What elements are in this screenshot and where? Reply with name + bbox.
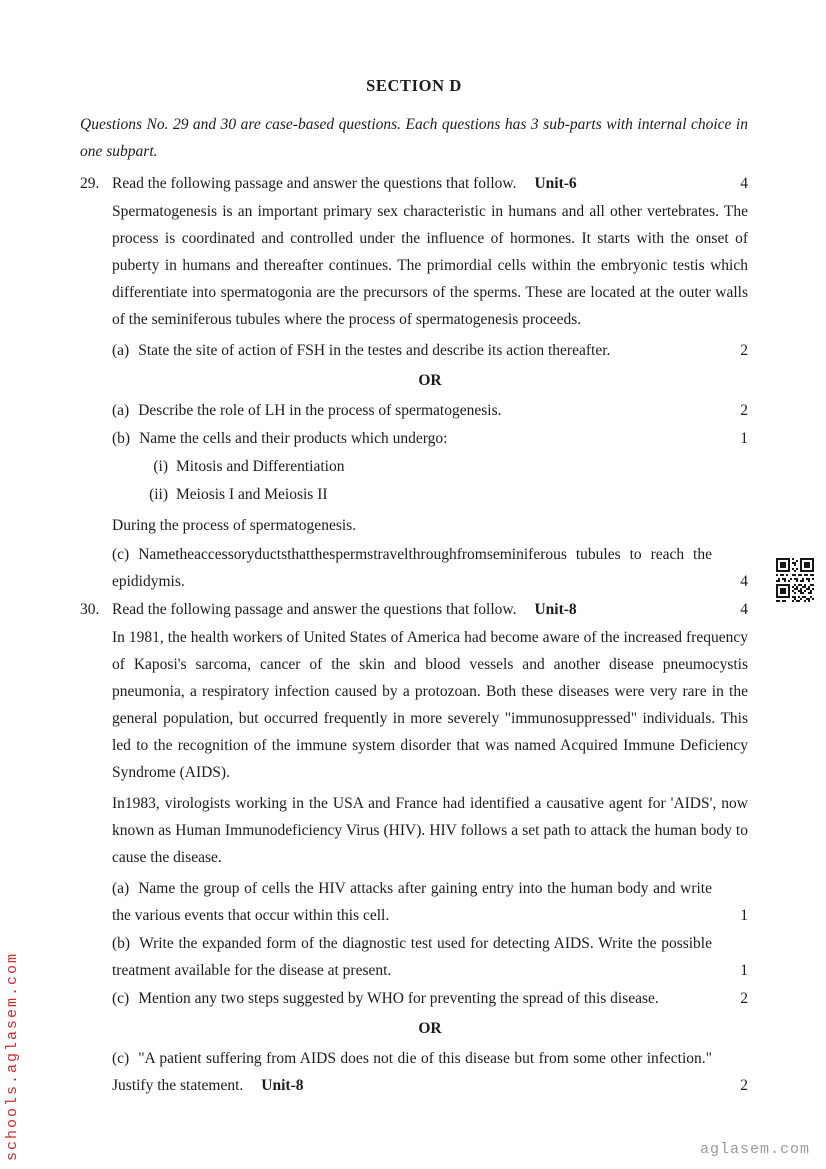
q29-sub-ii-label: (ii) [149,486,168,503]
question-30-number: 30. [80,601,100,618]
q29-sub-i-text: Mitosis and Differentiation [176,458,345,475]
question-29-number: 29. [80,175,100,192]
question-29-stem-row [80,170,748,197]
q30-part-b [112,930,748,984]
q30-part-c-label: (c) [112,990,130,1007]
question-30-unit-tag: Unit-8 [534,601,577,618]
q29-sub-ii-text: Meiosis I and Meiosis II [176,486,328,503]
q29-part-b-text: Name the cells and their products which undergo: [139,430,448,447]
question-29-passage: Spermatogenesis is an important primary sex characteristic in humans and all other vertebrates. The process is coordinated and controlled under the influence of hormones. It starts with the onset of puberty in humans and thereafter continues. The primordial cells within the embryonic testis which differentiate into spermatogonia are the precursors of the sperms. These are located at the outer walls of the seminiferous tubules where the process of spermatogenesis proceeds. [112,203,748,328]
page-content [80,72,748,1100]
question-29-marks: 4 [740,175,748,192]
q29-part-b-marks: 1 [740,430,748,447]
q30-part-c-marks: 2 [740,990,748,1007]
q29-part-a-or-text: Describe the role of LH in the process of spermatogenesis. [138,402,502,419]
question-30-marks: 4 [740,601,748,618]
q30-part-b-text: Write the expanded form of the diagnostic test used for detecting AIDS. Write the possible treatment available for the disease at present. [112,935,712,979]
q30-part-c-or-unit-tag: Unit-8 [261,1077,304,1094]
q29-part-a-text: State the site of action of FSH in the testes and describe its action thereafter. [138,342,611,359]
q29-part-a-or-content [112,397,712,424]
question-30-stem [112,596,712,623]
q29-part-c [112,541,748,595]
question-30-body [80,624,748,1099]
q30-part-c-or-label: (c) [112,1050,130,1067]
q30-part-a-content [112,875,712,929]
q29-part-a-or-label: (a) [112,402,130,419]
q30-part-a-text: Name the group of cells the HIV attacks after gaining entry into the human body and write the various events that occur within this cell. [112,880,712,924]
q29-note: During the process of spermatogenesis. [112,517,357,534]
q29-part-b-label: (b) [112,430,131,447]
question-29-body [80,198,748,595]
q29-part-c-content [112,541,712,595]
q30-part-b-label: (b) [112,935,131,952]
question-30-passage-1: In 1981, the health workers of United States of America had become aware of the increased frequency of Kaposi's sarcoma, cancer of the skin and blood vessels and another disease pneumocystis pneumonia, a respiratory infection caused by a protozoan. Both these diseases were very rare in the general population, but occurred frequently in more severely "immunosuppressed" individuals. This led to the recognition of the immune system disorder that was named Acquired Immune Deficiency Syndrome (AIDS). [112,629,748,781]
q30-part-c-or-text: "A patient suffering from AIDS does not die of this disease but from some other infection." Justify the statement. [112,1050,712,1094]
q30-part-c-text: Mention any two steps suggested by WHO for preventing the spread of this disease. [138,990,659,1007]
q29-part-a-or [112,397,748,424]
left-vertical-watermark: schools.aglasem.com [4,951,21,1161]
q30-part-c-or [112,1045,748,1099]
q30-part-c-or-marks: 2 [740,1077,748,1094]
q30-part-b-marks: 1 [740,962,748,979]
q30-part-a-marks: 1 [740,907,748,924]
section-title: SECTION D [366,76,462,95]
section-intro-note: Questions No. 29 and 30 are case-based questions. Each questions has 3 sub-parts with internal choice in one subpart. [80,116,748,160]
question-30-stem-text: Read the following passage and answer the questions that follow. [112,601,517,618]
q29-part-a [112,337,748,364]
q29-part-a-label: (a) [112,342,130,359]
q29-sub-i-label: (i) [153,458,168,475]
question-30-passage-2: In1983, virologists working in the USA and France had identified a causative agent for 'AIDS', now known as Human Immunodeficiency Virus (HIV). HIV follows a set path to attack the human body to cause the disease. [112,795,748,866]
q29-part-a-marks: 2 [740,342,748,359]
q30-part-a [112,875,748,929]
question-29-unit-tag: Unit-6 [534,175,577,192]
bottom-right-watermark: aglasem.com [699,1141,810,1158]
q29-sub-item-i [112,453,748,480]
q30-part-c-or-content [112,1045,712,1099]
q29-part-c-marks: 4 [740,573,748,590]
q29-part-a-content [112,337,712,364]
q30-or-separator: OR [418,1020,442,1037]
q29-part-a-or-marks: 2 [740,402,748,419]
q29-part-c-text: Nametheaccessoryductsthatthespermstravelthroughfromseminiferous tubules to reach the epididymis. [112,546,712,590]
question-29-stem-text: Read the following passage and answer the questions that follow. [112,175,517,192]
q30-part-c [112,985,748,1012]
q30-part-c-content [112,985,712,1012]
q29-part-b [112,425,748,452]
q30-part-b-content [112,930,712,984]
qr-code-icon [776,558,814,602]
q29-part-b-content [112,425,712,452]
q30-part-a-label: (a) [112,880,130,897]
q29-or-separator: OR [418,372,442,389]
q29-part-c-label: (c) [112,546,130,563]
question-29-stem [112,170,712,197]
question-30-stem-row [80,596,748,623]
q29-sub-item-ii [112,481,748,508]
